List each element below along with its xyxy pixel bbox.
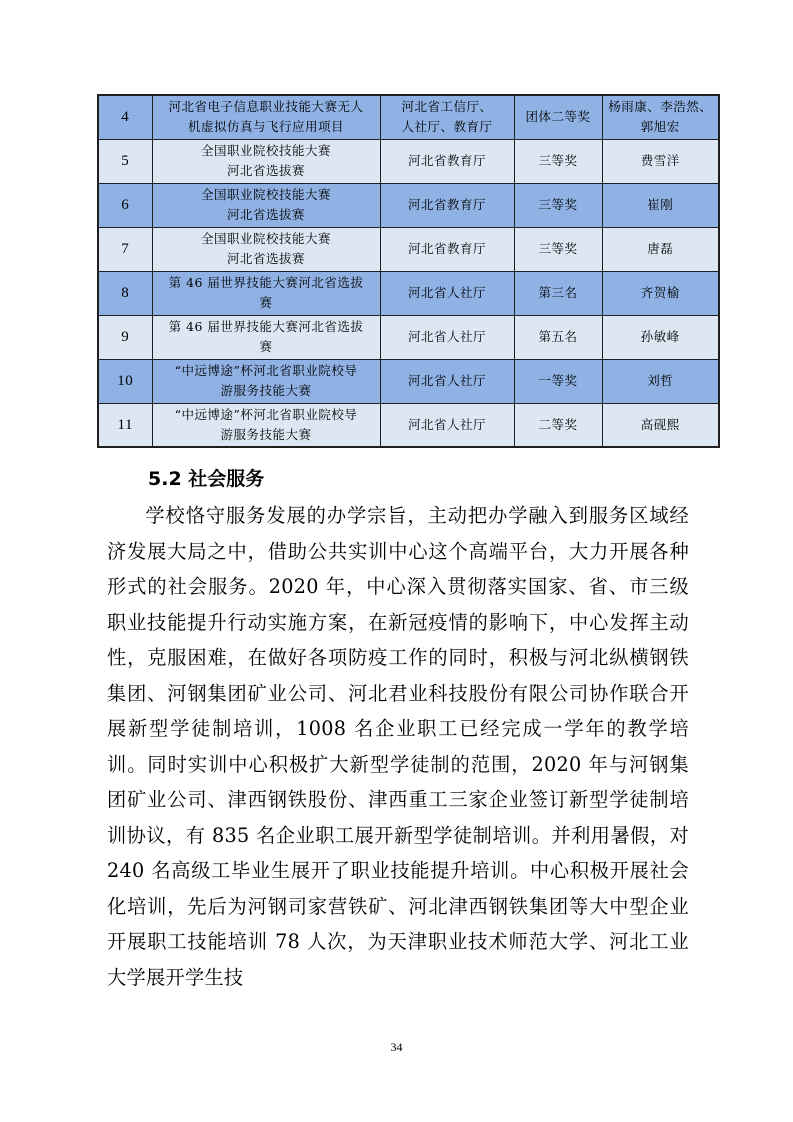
competition-name: 河北省电子信息职业技能大赛无人 机虚拟仿真与飞行应用项目: [152, 95, 380, 139]
table-row: [98, 315, 719, 359]
organizer: 河北省教育厅: [380, 227, 514, 271]
row-number: 4: [98, 95, 152, 139]
page-number: 34: [390, 1040, 403, 1054]
award-level: 第三名: [514, 271, 602, 315]
awards-table: [97, 94, 720, 448]
table-row: [98, 95, 719, 139]
winner-name: 崔刚: [602, 183, 719, 227]
body-paragraph: 学校恪守服务发展的办学宗旨，主动把办学融入到服务区域经济发展大局之中，借助公共实训中心这个高端平台，大力开展各种形式的社会服务。2020 年，中心深入贯彻落实国家、省、市三级职业技能提升行动实施方案，在新冠疫情的影响下，中心发挥主动性，克服困难，在做好各项防疫工作的同时，积极与河北纵横钢铁集团、河钢集团矿业公司、河北君业科技股份有限公司协作联合开展新型学徒制培训，1008 名企业职工已经完成一学年的教学培训。同时实训中心积极扩大新型学徒制的范围，2020 年与河钢集团矿业公司、津西钢铁股份、津西重工三家企业签订新型学徒制培训协议，有 835 名企业职工展开新型学徒制培训。并利用暑假，对 240 名高级工毕业生展开了职业技能提升培训。中心积极开展社会化培训，先后为河钢司家营铁矿、河北津西钢铁集团等大中型企业开展职工技能培训 78 人次，为天津职业技术师范大学、河北工业大学展开学生技: [107, 504, 689, 989]
organizer: 河北省工信厅、 人社厅、教育厅: [380, 95, 514, 139]
row-number: 8: [98, 271, 152, 315]
table-row: [98, 359, 719, 403]
row-number: 9: [98, 315, 152, 359]
winner-name: 费雪洋: [602, 139, 719, 183]
competition-name: “中远博途”杯河北省职业院校导 游服务技能大赛: [152, 403, 380, 447]
organizer: 河北省人社厅: [380, 403, 514, 447]
competition-name: 第 46 届世界技能大赛河北省选拔 赛: [152, 271, 380, 315]
row-number: 6: [98, 183, 152, 227]
competition-name: “中远博途”杯河北省职业院校导 游服务技能大赛: [152, 359, 380, 403]
organizer: 河北省教育厅: [380, 183, 514, 227]
table-row: [98, 183, 719, 227]
row-number: 7: [98, 227, 152, 271]
winner-name: 齐贺榆: [602, 271, 719, 315]
organizer: 河北省人社厅: [380, 315, 514, 359]
award-level: 二等奖: [514, 403, 602, 447]
table-row: [98, 227, 719, 271]
winner-name: 唐磊: [602, 227, 719, 271]
winner-name: 杨雨康、李浩然、 郭旭宏: [602, 95, 719, 139]
award-level: 三等奖: [514, 139, 602, 183]
winner-name: 刘哲: [602, 359, 719, 403]
section-title: 5.2 社会服务: [148, 468, 265, 490]
competition-name: 第 46 届世界技能大赛河北省选拔 赛: [152, 315, 380, 359]
winner-name: 高砚熙: [602, 403, 719, 447]
organizer: 河北省教育厅: [380, 139, 514, 183]
award-level: 三等奖: [514, 183, 602, 227]
competition-name: 全国职业院校技能大赛 河北省选拔赛: [152, 227, 380, 271]
table-row: [98, 403, 719, 447]
winner-name: 孙敏峰: [602, 315, 719, 359]
award-level: 一等奖: [514, 359, 602, 403]
award-level: 三等奖: [514, 227, 602, 271]
table-row: [98, 139, 719, 183]
competition-name: 全国职业院校技能大赛 河北省选拔赛: [152, 183, 380, 227]
row-number: 10: [98, 359, 152, 403]
table-row: [98, 271, 719, 315]
award-level: 团体二等奖: [514, 95, 602, 139]
award-level: 第五名: [514, 315, 602, 359]
competition-name: 全国职业院校技能大赛 河北省选拔赛: [152, 139, 380, 183]
organizer: 河北省人社厅: [380, 271, 514, 315]
row-number: 5: [98, 139, 152, 183]
organizer: 河北省人社厅: [380, 359, 514, 403]
row-number: 11: [98, 403, 152, 447]
